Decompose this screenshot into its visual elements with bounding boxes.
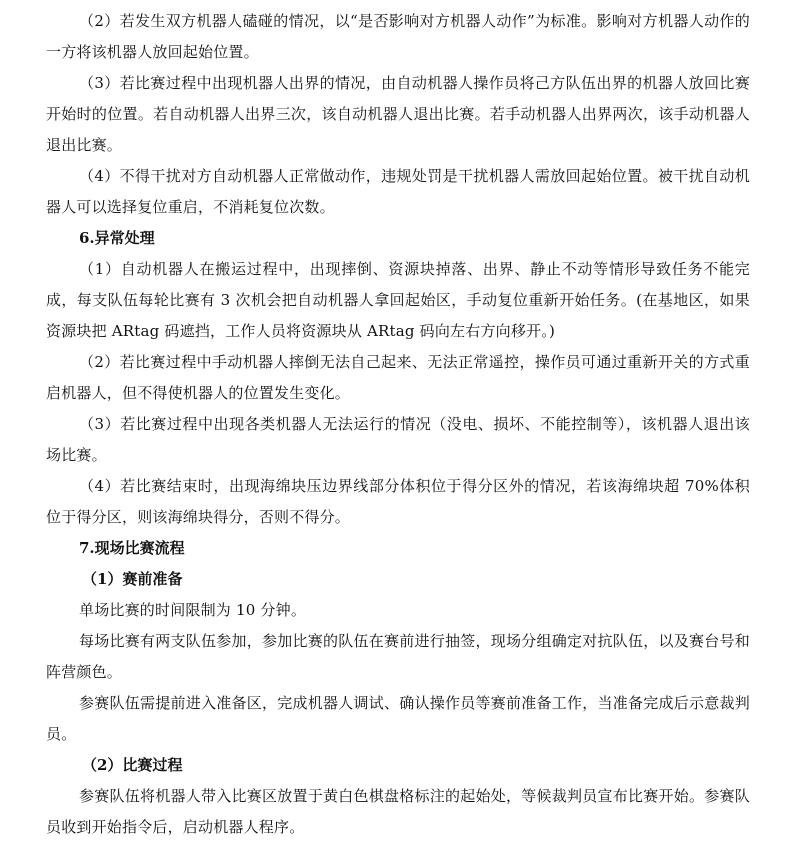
section-heading-match-procedure: 7.现场比赛流程 — [79, 539, 185, 557]
paragraph-match-start: 参赛队伍将机器人带入比赛区放置于黄白色棋盘格标注的起始处，等候裁判员宣布比赛开始。参赛队员收到开始指令后，启动机器人程序。 — [46, 787, 750, 836]
paragraph-auto-robot-reset: （1）自动机器人在搬运过程中，出现摔倒、资源块掉落、出界、静止不动等情形导致任务不能完成，每支队伍每轮比赛有 3 次机会把自动机器人拿回起始区，手动复位重新开始任务。(在基地区，如果资源块把 ARtag 码遮挡，工作人员将资源块从 ARtag 码向左右方向移开。) — [46, 260, 750, 340]
paragraph-robot-failure: （3）若比赛过程中出现各类机器人无法运行的情况（没电、损坏、不能控制等），该机器人退出该场比赛。 — [46, 415, 750, 464]
paragraph-sponge-scoring: （4）若比赛结束时，出现海绵块压边界线部分体积位于得分区外的情况，若该海绵块超 70%体积位于得分区，则该海绵块得分，否则不得分。 — [46, 477, 750, 526]
paragraph-team-draw: 每场比赛有两支队伍参加，参加比赛的队伍在赛前进行抽签，现场分组确定对抗队伍，以及赛台号和阵营颜色。 — [46, 632, 750, 681]
section-heading-exception-handling: 6.异常处理 — [79, 229, 155, 247]
paragraph-manual-robot-restart: （2）若比赛过程中手动机器人摔倒无法自己起来、无法正常遥控，操作员可通过重新开关的方式重启机器人，但不得使机器人的位置发生变化。 — [46, 353, 750, 402]
paragraph-preparation-area: 参赛队伍需提前进入准备区，完成机器人调试、确认操作员等赛前准备工作，当准备完成后示意裁判员。 — [46, 694, 750, 743]
paragraph-out-of-bounds-rule: （3）若比赛过程中出现机器人出界的情况，由自动机器人操作员将己方队伍出界的机器人放回比赛开始时的位置。若自动机器人出界三次，该自动机器人退出比赛。若手动机器人出界两次，该手动机器人退出比赛。 — [46, 74, 750, 154]
paragraph-time-limit: 单场比赛的时间限制为 10 分钟。 — [79, 601, 307, 619]
paragraph-interference-rule: （4）不得干扰对方自动机器人正常做动作，违规处罚是干扰机器人需放回起始位置。被干扰自动机器人可以选择复位重启，不消耗复位次数。 — [46, 167, 750, 216]
paragraph-collision-rule: （2）若发生双方机器人磕碰的情况，以“是否影响对方机器人动作”为标准。影响对方机器人动作的一方将该机器人放回起始位置。 — [46, 12, 750, 61]
subheading-match-process: （2）比赛过程 — [82, 756, 183, 774]
subheading-pre-match: （1）赛前准备 — [82, 570, 183, 588]
